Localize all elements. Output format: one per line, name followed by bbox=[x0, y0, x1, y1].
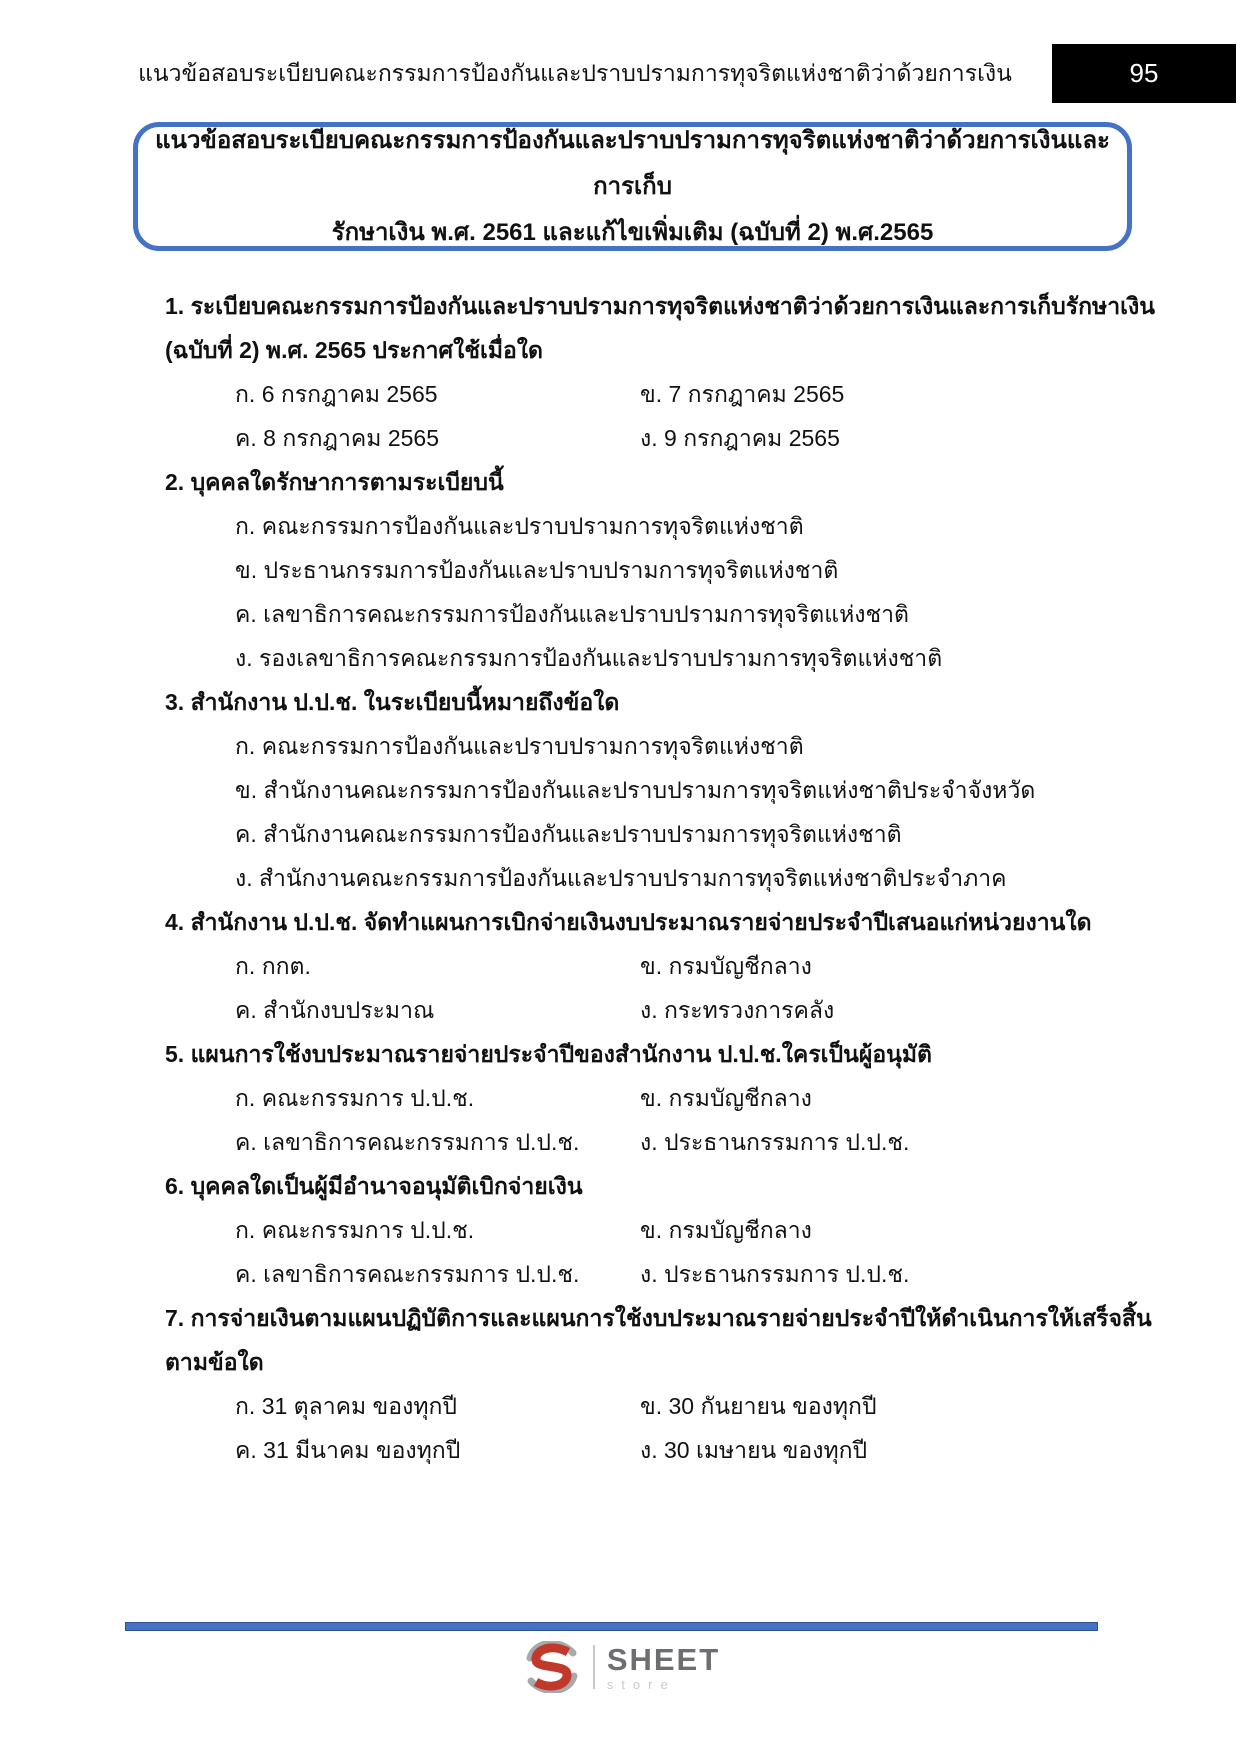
option-b: ข. 30 กันยายน ของทุกปี bbox=[640, 1393, 877, 1419]
question-2 bbox=[165, 460, 1181, 680]
option-b: ข. กรมบัญชีกลาง bbox=[640, 1085, 812, 1111]
question-7 bbox=[165, 1296, 1181, 1472]
question-3 bbox=[165, 680, 1181, 900]
question-text: 4. สำนักงาน ป.ป.ช. จัดทำแผนการเบิกจ่ายเงินงบประมาณรายจ่ายประจำปีเสนอแก่หน่วยงานใด bbox=[165, 909, 1092, 935]
option-c: ค. สำนักงบประมาณ bbox=[235, 997, 435, 1023]
option-b: ข. สำนักงานคณะกรรมการป้องกันและปราบปรามการทุจริตแห่งชาติประจำจังหวัด bbox=[235, 777, 1036, 803]
options-list bbox=[165, 372, 1181, 460]
question-text: 5. แผนการใช้งบประมาณรายจ่ายประจำปีของสำนักงาน ป.ป.ช.ใครเป็นผู้อนุมัติ bbox=[165, 1041, 932, 1067]
exam-title-line1: แนวข้อสอบระเบียบคณะกรรมการป้องกันและปราบปรามการทุจริตแห่งชาติว่าด้วยการเงินและการเก็บ bbox=[155, 126, 1110, 200]
question-text: 3. สำนักงาน ป.ป.ช. ในระเบียบนี้หมายถึงข้อใด bbox=[165, 689, 620, 715]
question-text: 1. ระเบียบคณะกรรมการป้องกันและปราบปรามการทุจริตแห่งชาติว่าด้วยการเงินและการเก็บรักษาเงิน (ฉบับที่ 2) พ.ศ. 2565 ประกาศใช้เมื่อใด bbox=[165, 293, 1155, 363]
exam-title-box bbox=[133, 122, 1132, 251]
question-5 bbox=[165, 1032, 1181, 1164]
questions-area bbox=[165, 284, 1181, 1472]
page-number: 95 bbox=[1129, 58, 1159, 88]
option-d: ง. สำนักงานคณะกรรมการป้องกันและปราบปรามการทุจริตแห่งชาติประจำภาค bbox=[235, 865, 1007, 891]
options-list bbox=[165, 944, 1181, 1032]
brand-name: SHEET bbox=[606, 1641, 721, 1677]
option-d: ง. ประธานกรรมการ ป.ป.ช. bbox=[640, 1129, 910, 1155]
options-list bbox=[165, 1076, 1181, 1164]
question-6 bbox=[165, 1164, 1181, 1296]
question-4 bbox=[165, 900, 1181, 1032]
option-c: ค. 8 กรกฎาคม 2565 bbox=[235, 425, 440, 451]
option-a: ก. คณะกรรมการ ป.ป.ช. bbox=[235, 1217, 475, 1243]
brand-text bbox=[606, 1641, 721, 1692]
option-a: ก. คณะกรรมการ ป.ป.ช. bbox=[235, 1085, 475, 1111]
option-d: ง. ประธานกรรมการ ป.ป.ช. bbox=[640, 1261, 910, 1287]
option-b: ข. 7 กรกฎาคม 2565 bbox=[640, 381, 845, 407]
option-d: ง. 30 เมษายน ของทุกปี bbox=[640, 1437, 868, 1463]
question-text: 6. บุคคลใดเป็นผู้มีอำนาจอนุมัติเบิกจ่ายเงิน bbox=[165, 1173, 583, 1199]
option-d: ง. กระทรวงการคลัง bbox=[640, 997, 835, 1023]
option-a: ก. กกต. bbox=[235, 953, 311, 979]
option-a: ก. คณะกรรมการป้องกันและปราบปรามการทุจริตแห่งชาติ bbox=[235, 513, 804, 539]
question-text: 7. การจ่ายเงินตามแผนปฏิบัติการและแผนการใช้งบประมาณรายจ่ายประจำปีให้ดำเนินการให้เสร็จสิ้นตามข้อใด bbox=[165, 1305, 1152, 1375]
option-d: ง. รองเลขาธิการคณะกรรมการป้องกันและปราบปรามการทุจริตแห่งชาติ bbox=[235, 645, 943, 671]
page-number-box bbox=[1052, 44, 1236, 103]
option-c: ค. สำนักงานคณะกรรมการป้องกันและปราบปรามการทุจริตแห่งชาติ bbox=[235, 821, 902, 847]
sheet-store-logo-icon bbox=[521, 1641, 583, 1693]
page-header-title: แนวข้อสอบระเบียบคณะกรรมการป้องกันและปราบปรามการทุจริตแห่งชาติว่าด้วยการเงิน bbox=[138, 60, 1012, 86]
option-d: ง. 9 กรกฎาคม 2565 bbox=[640, 425, 840, 451]
option-c: ค. เลขาธิการคณะกรรมการ ป.ป.ช. bbox=[235, 1261, 580, 1287]
option-b: ข. กรมบัญชีกลาง bbox=[640, 1217, 812, 1243]
option-b: ข. กรมบัญชีกลาง bbox=[640, 953, 812, 979]
option-b: ข. ประธานกรรมการป้องกันและปราบปรามการทุจริตแห่งชาติ bbox=[235, 557, 839, 583]
options-list bbox=[165, 1208, 1181, 1296]
brand-subtitle: store bbox=[606, 1676, 676, 1692]
option-a: ก. 6 กรกฎาคม 2565 bbox=[235, 381, 438, 407]
option-a: ก. คณะกรรมการป้องกันและปราบปรามการทุจริตแห่งชาติ bbox=[235, 733, 804, 759]
option-a: ก. 31 ตุลาคม ของทุกปี bbox=[235, 1393, 458, 1419]
option-c: ค. เลขาธิการคณะกรรมการ ป.ป.ช. bbox=[235, 1129, 580, 1155]
logo-divider bbox=[593, 1645, 595, 1689]
exam-title-line2: รักษาเงิน พ.ศ. 2561 และแก้ไขเพิ่มเติม (ฉบับที่ 2) พ.ศ.2565 bbox=[331, 218, 934, 246]
question-1 bbox=[165, 284, 1181, 460]
options-list bbox=[165, 724, 1181, 900]
option-c: ค. 31 มีนาคม ของทุกปี bbox=[235, 1437, 461, 1463]
footer-divider-rule bbox=[125, 1622, 1098, 1631]
question-text: 2. บุคคลใดรักษาการตามระเบียบนี้ bbox=[165, 469, 504, 495]
options-list bbox=[165, 504, 1181, 680]
footer-logo bbox=[0, 1641, 1241, 1693]
option-c: ค. เลขาธิการคณะกรรมการป้องกันและปราบปรามการทุจริตแห่งชาติ bbox=[235, 601, 909, 627]
options-list bbox=[165, 1384, 1181, 1472]
